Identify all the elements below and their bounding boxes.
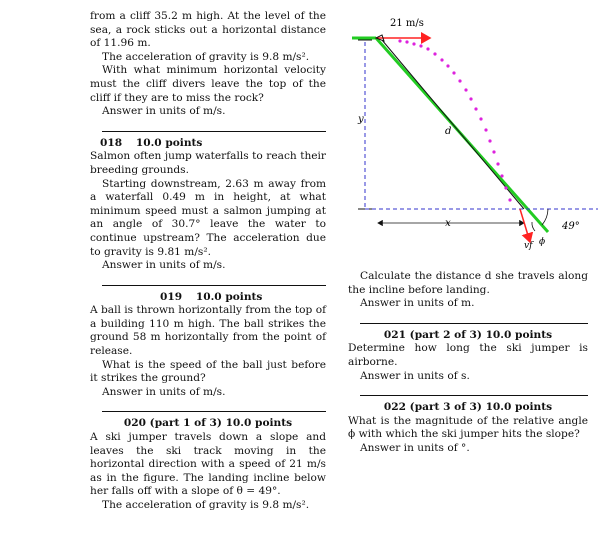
answer-units: Answer in units of m/s. [102,259,226,272]
separator-rule [360,395,588,396]
d-label: d [445,126,452,137]
vf-label: vf [524,241,533,251]
problem-text: A ball is thrown horizontally from the top of a building 110 m high. The ball strikes the ground 58 m horizontally from the point of release. [90,304,326,358]
problem-header: 020 (part 1 of 3) 10.0 points [123,417,293,430]
left-column [90,10,326,513]
problem-text: A ski jumper travels down a slope and leaves the ski track moving in the horizontal direction with a speed of 21 m/s as in the figure. The landing incline below her falls off with a slope of θ = 49°. [90,431,326,498]
trajectory [398,39,511,201]
problem-020 [90,417,326,512]
problem-019 [90,291,326,400]
problem-header: 022 (part 3 of 3) 10.0 points [383,401,553,414]
answer-units: Answer in units of s. [360,369,470,382]
answer-units: Answer in units of m. [360,297,475,310]
problem-text: The acceleration of gravity is 9.8 m/s². [102,50,310,63]
problem-question: What is the speed of the ball just before it strikes the ground? [90,358,326,385]
separator-rule [102,411,326,412]
speed-label: 21 m/s [390,18,424,29]
answer-units: Answer in units of m/s. [102,385,226,398]
problem-question: With what minimum horizontal velocity must the cliff divers leave the top of the cliff if they are to miss the rock? [90,64,326,104]
phi-arc [532,222,535,231]
answer-units: Answer in units of °. [360,441,470,454]
problem-020-question [348,270,588,311]
slope-angle-arc [542,209,548,225]
angle-label: 49° [562,221,580,232]
problem-points: 10.0 points [135,136,203,149]
final-velocity-arrow [520,209,530,242]
problem-question: What is the magnitude of the relative angle ϕ with which the ski jumper hits the slope? [348,414,588,441]
problem-header [90,291,326,305]
problem-number: 018 [100,136,123,149]
ski-jump-figure [340,10,600,260]
problem-number: 019 [160,290,183,303]
problem-header: 021 (part 2 of 3) 10.0 points [383,328,553,341]
phi-label: ϕ [539,237,546,247]
answer-units: Answer in units of m/s. [102,105,226,118]
problem-017 [90,10,326,119]
problem-text: The acceleration of gravity is 9.8 m/s². [102,499,310,511]
problem-question: Calculate the distance d she travels along the incline before landing. [348,270,588,296]
problem-question: Determine how long the ski jumper is airborne. [348,342,588,368]
problem-points: 10.0 points [195,290,263,303]
problem-header [90,137,326,151]
problem-text: from a cliff 35.2 m high. At the level of the sea, a rock sticks out a horizontal distance of 11.96 m. [90,10,326,50]
problem-question: Starting downstream, 2.63 m away from a waterfall 0.49 m in height, at what minimum speed must a salmon jumping at an angle of 30.7° leave the water to continue upstream? The acceleration due to gravity is 9.81 m/s². [90,177,326,258]
separator-rule [360,323,588,324]
problem-018 [90,137,326,273]
right-column [348,270,588,456]
d-line [382,40,524,209]
x-label: x [445,218,451,229]
separator-rule [102,131,326,132]
problem-021 [348,329,588,383]
y-label: y [358,114,364,125]
problem-text: Salmon often jump waterfalls to reach their breeding grounds. [90,150,326,176]
separator-rule [102,285,326,286]
problem-022 [348,401,588,455]
